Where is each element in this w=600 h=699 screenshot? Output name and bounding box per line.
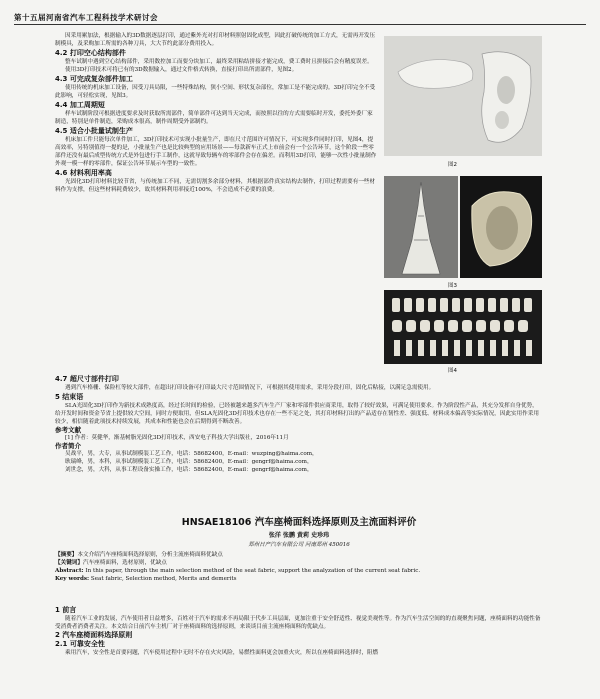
article-authors: 张洋 张鹏 黄莉 史珍玮 <box>268 532 330 539</box>
keywords-en-tag: Key words: <box>55 576 90 582</box>
batch-parts-illustration <box>384 290 542 364</box>
section-5-title: 5 结束语 <box>55 393 84 401</box>
figure-3-caption: 图3 <box>448 283 457 289</box>
figure-2-parts-illustration <box>384 36 542 156</box>
author-bio-1: 吴战平，男，大专，从事试制模装工艺工作，电话：58682400，E-mail：wuzping@haima.com， <box>65 451 318 457</box>
keywords-cn-line <box>55 559 543 567</box>
article-title: HNSAE18106 汽车座椅面料选择原则及主流面料评价 <box>181 517 417 528</box>
section-4-3-p1: 使用传统的机床加工设备，因受刀具局限，一些特殊结构，狭小空间、形状复杂部位，常加工是不能完成的。3D打印完全不受此影响，可轻松实现，见图3。 <box>55 85 376 99</box>
abstract-block <box>55 551 543 583</box>
reference-1: [1] 作者：莫健华，渐基树脂光固化3D打印技术，西安电子科技大学出版社，2016年11月 <box>65 435 289 441</box>
abstract-cn-text: 本文介绍汽车座椅面料选择原则，分析主流座椅面料优缺点 <box>77 552 223 558</box>
section-4-5-title: 4.5 适合小批量试制生产 <box>55 127 133 135</box>
abstract-en-tag: Abstract: <box>55 568 84 574</box>
section-4-6-p1: 光固化3D打印材料比较节省，与传统加工不同，无需切割多余部分材料，其根据部件真实结构去制作，打印过程需要有一些材料作为支撑，但这些材料耗费较少，故其材料利用率接近100%，不会造成不必要的浪费。 <box>55 179 376 193</box>
section-4-7-p1: 遇到汽车格栅、保险杠等较大部件，在超出打印设备可打印最大尺寸范围情况下，可根据其使用需求，采用分段打印，固化后粘接，以满足急需使用。 <box>65 385 435 391</box>
author-bio-3: 刘世念，男，大科，从事工程设备实操工作，电话：58682400，E-mail：gengrf@haima.com， <box>65 467 313 473</box>
article-section-2-1-title: 2.1 可靠安全性 <box>55 640 105 648</box>
keywords-cn-tag: 【关键词】 <box>55 560 83 566</box>
figure-2-image <box>384 36 542 156</box>
section-4-4-title: 4.4 加工周期短 <box>55 101 105 109</box>
abstract-en-line <box>55 567 543 575</box>
author-bio-2: 耿瑞峰，男，本科，从事试制模装工艺工作，电话：58682400，E-mail：gengrf@haima.com， <box>65 459 313 465</box>
full-width-section <box>55 374 543 474</box>
section-4-5-p1: 机床加工件只能每次单件加工，3D打印技术可实现小批量生产，即在尺寸范围许可情况下，可实现多件同时打印，见图4，提高效率，另特别值得一提的是，小批量生产也是比较典型的应用场景——每款新车正式上市前会有一个公告环节，这个阶段一些零部件还没有最后成型传统方式是外包进行手工制作，这就导致每辆车的零部件会存在偏差。而利用3D打印，能够一次性小批量制作外观一模一样的零部件，保证公告环节展示车型的一致性。 <box>55 137 377 167</box>
section-4-2-p1: 整车试制中遇到空心结构部件，采用数控加工而要分块加工，最终采用粘结拼接才能完成，费工费时且拼接后会有精度误差。 <box>65 59 373 65</box>
article-section-1-p1: 随着汽车工业的发展，汽车使用者日益增多，百姓对于汽车的需求不再局限于代步工具层面，更加注重于安全舒适性、视觉美观性等。作为汽车生活空间的的直观聚焦问题，座椅面料的功能性备受消费者消费者关注。本文结合日前汽车主机厂对于座椅面料的选择原则，来谈谈目前主流座椅面料的优缺点。 <box>55 616 541 630</box>
figure-3-lamp-image <box>460 176 542 278</box>
left-column <box>55 32 377 194</box>
lamp-model-illustration <box>460 176 542 278</box>
abstract-cn-tag: 【摘要】 <box>55 552 78 558</box>
figure-2-caption: 图2 <box>448 162 457 168</box>
author-bio-heading: 作者简介 <box>55 442 81 450</box>
abstract-cn-line <box>55 551 543 559</box>
section-4-3-title: 4.3 可完成复杂部件加工 <box>55 75 133 83</box>
abstract-en-text: In this paper, through the main selection method of the seat fabric, support the analyzation of the current seat fabric. <box>85 568 421 574</box>
article-affiliation: 郑州日产汽车有限公司 河南郑州 450016 <box>248 542 350 548</box>
header-rule <box>14 24 586 25</box>
figure-4-caption: 图4 <box>448 368 457 374</box>
figure-4-image <box>384 290 542 364</box>
section-5-p1: SLA光固化3D打印作为新技术成熟度高，经过长时间的检验，已经被越来越多汽车生产厂家和零部件供应商采用，取得了较好效果，可满足使用要求。作为阶段性产品，其充分发挥自身优势，给开发时间和资金节省上提供较大空间，同时方便取用，但SLA光固化3D打印技术也存在一些不足之处，其打印材料打出的产品适存在韧性差、强度低、材料成本偏高等实际情况，因此实用作采用较少，相信随着此项技术持续发展，其成本和性能也会在后期得到不断改善。 <box>55 403 539 425</box>
page-header: 第十五届河南省汽车工程科技学术研讨会 <box>14 13 158 22</box>
intro-paragraph: 因采用累加法，根据输入的3D数据逐层打印，通过紫外光对打印材料照射固化成型，因此打破传统的加工方式，无需再开发压制模具，及采购加工所需的各种刀具，大大节约此部分费用投入。 <box>55 33 376 47</box>
figure-3-tower-image <box>384 176 458 278</box>
section-4-6-title: 4.6 材料利用率高 <box>55 169 112 177</box>
references-heading: 参考文献 <box>55 426 81 434</box>
article-section-1-title: 1 前言 <box>55 606 77 614</box>
keywords-cn-text: 汽车座椅面料，选材原则，优缺点 <box>82 560 167 566</box>
article-section-2-title: 2 汽车座椅面料选择原则 <box>55 631 133 639</box>
section-4-2-title: 4.2 打印空心结构部件 <box>55 49 126 57</box>
section-4-7-title: 4.7 超尺寸部件打印 <box>55 375 119 383</box>
section-4-4-p1: 样车试制阶段可根据进度要求及时获取所需部件，简单部件可达到当天完成，而按照以往的方式需要临时开发，委托外委厂家制造，特别是单件制造，采购成本很高，制作周期受外部制约。 <box>55 111 373 125</box>
article-section-2-1-p1: 乘用汽车，安全性是首要问题，汽车使用过程中无时不存在火灾风险，易燃性面料更会加重火灾，所以在座椅面料选择时，阻燃 <box>65 650 379 656</box>
tower-model-illustration <box>384 176 458 278</box>
section-4-2-p2: 使用3D打印技术可将已有的3D数据输入，通过文件格式转换，直接打印出所需部件，见图2。 <box>65 67 298 73</box>
keywords-en-line <box>55 575 543 583</box>
article-body <box>55 606 543 657</box>
keywords-en-text: Seat fabric, Selection method, Merits and demerits <box>90 576 237 582</box>
